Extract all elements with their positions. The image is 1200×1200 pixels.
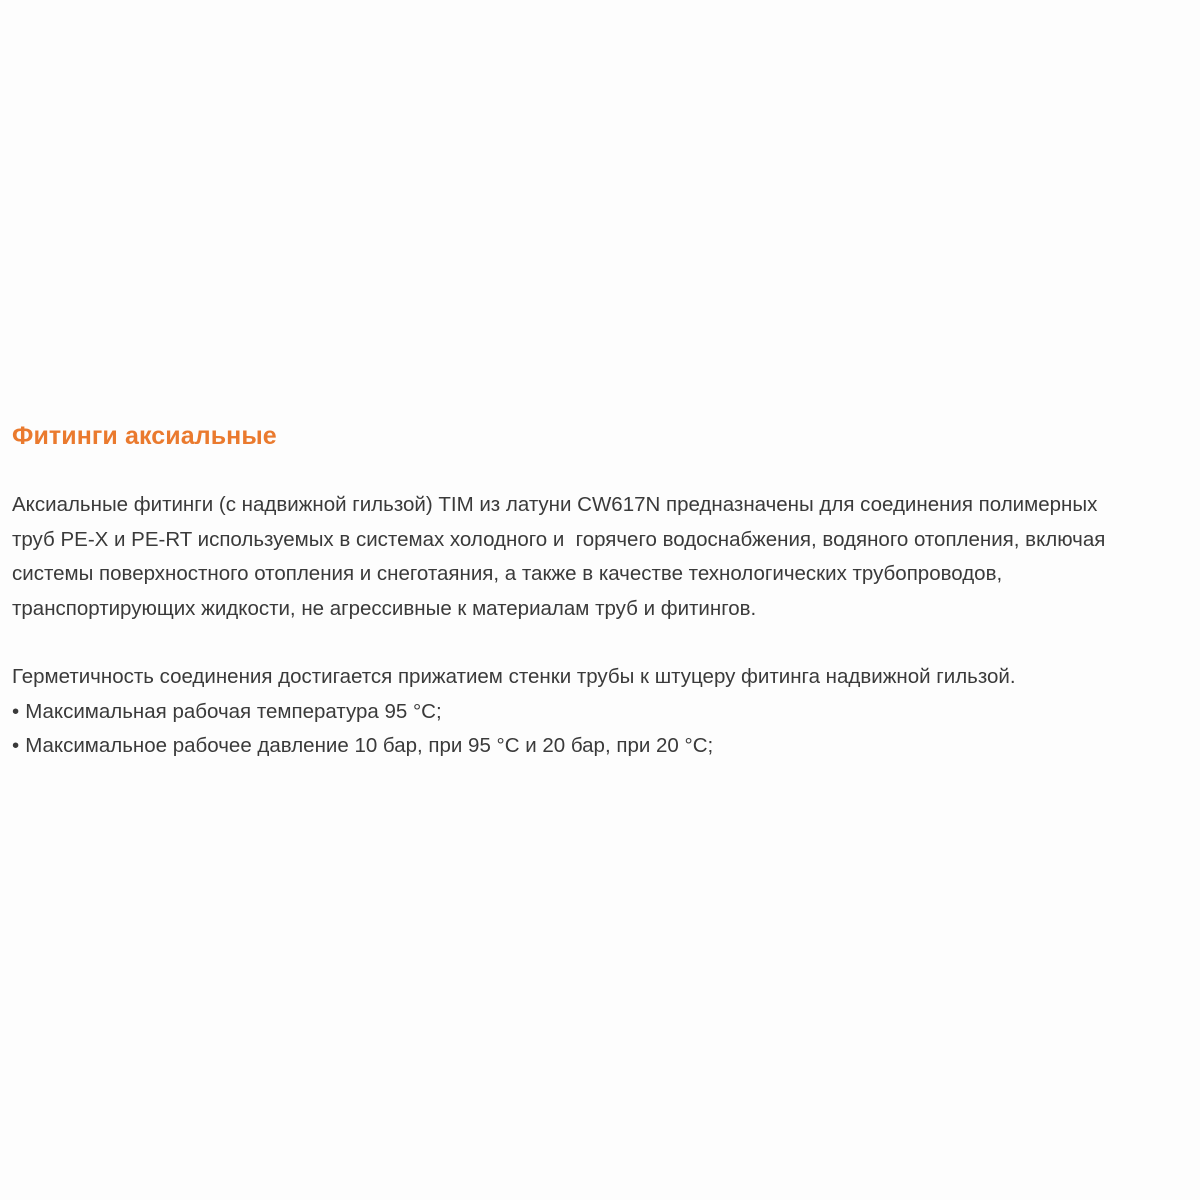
description-line: транспортирующих жидкости, не агрессивные к материалам труб и фитингов. xyxy=(12,596,757,620)
spec-text: Максимальное рабочее давление 10 бар, при 95 °C и 20 бар, при 20 °C; xyxy=(25,734,714,757)
description-line: системы поверхностного отопления и снеготаяния, а также в качестве технологических трубопроводов, xyxy=(12,562,1003,585)
description-paragraph xyxy=(12,488,1194,626)
product-description xyxy=(12,418,1194,764)
bullet-icon: • xyxy=(12,699,20,723)
sealing-paragraph: Герметичность соединения достигается прижатием стенки трубы к штуцеру фитинга надвижной гильзой. xyxy=(12,665,1016,688)
bullet-icon: • xyxy=(12,734,20,757)
spec-text: Максимальная рабочая температура 95 °C; xyxy=(25,699,442,723)
description-line: труб PE-X и PE-RT используемых в системах холодного и горячего водоснабжения, водяного отопления, включая xyxy=(12,527,1106,551)
list-item xyxy=(12,729,1194,764)
description-line: Аксиальные фитинги (с надвижной гильзой) TIM из латуни CW617N предназначены для соединения полимерных xyxy=(12,493,1098,516)
specs-list xyxy=(12,695,1194,764)
list-item xyxy=(12,695,1194,730)
page-title: Фитинги аксиальные xyxy=(12,422,277,450)
